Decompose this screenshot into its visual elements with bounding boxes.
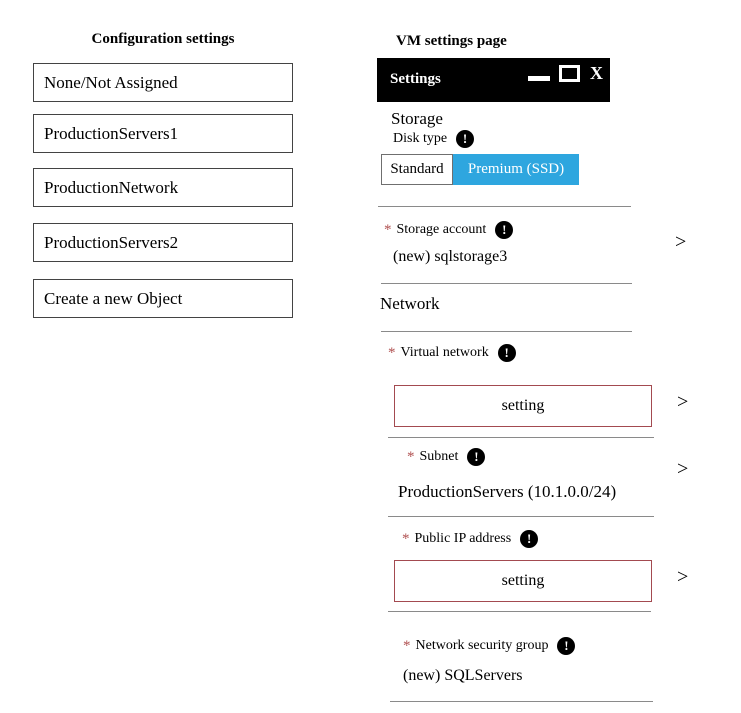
virtual-network-row (388, 344, 516, 362)
divider (388, 516, 654, 517)
disk-type-row (393, 130, 474, 148)
close-icon[interactable]: X (590, 63, 603, 83)
network-security-group-label: Network security group (415, 638, 549, 653)
maximize-icon[interactable] (559, 65, 580, 82)
storage-account-row (384, 221, 513, 239)
chevron-right-icon[interactable]: > (677, 391, 689, 413)
vm-settings-page-title: VM settings page (396, 33, 507, 49)
disk-type-toggle (381, 154, 579, 185)
required-asterisk: * (407, 448, 415, 465)
info-icon: ! (456, 130, 474, 148)
divider (381, 283, 632, 284)
required-asterisk: * (402, 530, 410, 547)
public-ip-row (402, 530, 538, 548)
divider (388, 611, 651, 612)
option-create-new-object[interactable]: Create a new Object (33, 279, 293, 318)
subnet-label: Subnet (419, 449, 459, 464)
info-icon: ! (498, 344, 516, 362)
window-title: Settings (390, 71, 441, 87)
virtual-network-label: Virtual network (400, 345, 489, 360)
disk-type-option-standard[interactable]: Standard (381, 154, 453, 185)
chevron-right-icon[interactable]: > (675, 231, 687, 253)
network-section-heading: Network (380, 294, 440, 313)
info-icon: ! (495, 221, 513, 239)
info-icon: ! (520, 530, 538, 548)
chevron-right-icon[interactable]: > (677, 458, 689, 480)
required-asterisk: * (384, 221, 392, 238)
network-security-group-row (403, 637, 575, 655)
required-asterisk: * (388, 344, 396, 361)
option-productionservers2[interactable]: ProductionServers2 (33, 223, 293, 262)
divider (381, 331, 632, 332)
settings-window-titlebar (377, 58, 610, 102)
subnet-value: ProductionServers (10.1.0.0/24) (398, 482, 617, 501)
subnet-row (407, 448, 485, 466)
divider (378, 206, 631, 207)
window-controls (528, 62, 603, 84)
divider (388, 437, 654, 438)
public-ip-setting-dropbox[interactable]: setting (394, 560, 652, 602)
info-icon: ! (467, 448, 485, 466)
divider (390, 701, 653, 702)
required-asterisk: * (403, 637, 411, 654)
storage-section-heading: Storage (391, 109, 443, 128)
option-none-not-assigned[interactable]: None/Not Assigned (33, 63, 293, 102)
network-security-group-value: (new) SQLServers (403, 667, 523, 684)
option-productionservers1[interactable]: ProductionServers1 (33, 114, 293, 153)
public-ip-label: Public IP address (414, 531, 512, 546)
option-productionnetwork[interactable]: ProductionNetwork (33, 168, 293, 207)
configuration-settings-title: Configuration settings (91, 31, 235, 47)
disk-type-option-premium-selected[interactable]: Premium (SSD) (453, 154, 579, 185)
info-icon: ! (557, 637, 575, 655)
storage-account-label: Storage account (396, 222, 487, 237)
storage-account-value: (new) sqlstorage3 (393, 248, 508, 265)
virtual-network-setting-dropbox[interactable]: setting (394, 385, 652, 427)
disk-type-label: Disk type (393, 131, 448, 146)
chevron-right-icon[interactable]: > (677, 566, 689, 588)
minimize-icon[interactable] (528, 76, 550, 81)
